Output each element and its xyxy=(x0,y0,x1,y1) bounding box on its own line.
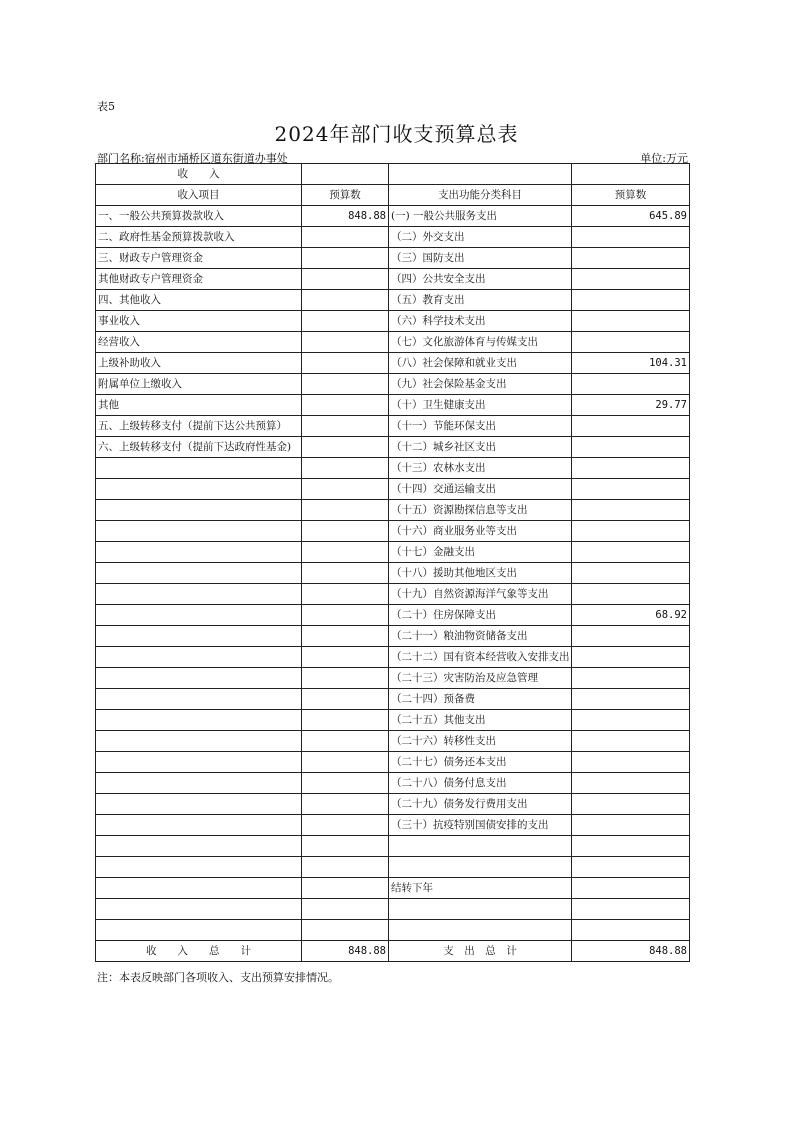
expense-item-cell: （十八）援助其他地区支出 xyxy=(389,563,572,584)
income-amount-cell xyxy=(302,836,389,857)
group-header-row xyxy=(96,164,690,185)
table-row xyxy=(96,227,690,248)
expense-amount-cell xyxy=(572,815,690,836)
expense-amount-cell xyxy=(572,500,690,521)
expense-amount-cell xyxy=(572,668,690,689)
expense-item-cell: (一) 一般公共服务支出 xyxy=(389,206,572,227)
expense-amount-cell xyxy=(572,773,690,794)
table-row xyxy=(96,731,690,752)
income-amount-cell xyxy=(302,500,389,521)
expense-item-cell: （二）外交支出 xyxy=(389,227,572,248)
expense-item-cell: （二十四）预备费 xyxy=(389,689,572,710)
income-total-value: 848.88 xyxy=(302,941,389,962)
expense-item-cell xyxy=(389,857,572,878)
expense-item-cell: （十一）节能环保支出 xyxy=(389,416,572,437)
income-item-cell xyxy=(96,605,302,626)
table-row xyxy=(96,374,690,395)
table-row xyxy=(96,584,690,605)
income-item-cell xyxy=(96,479,302,500)
expense-amount-cell xyxy=(572,626,690,647)
table-row xyxy=(96,563,690,584)
table-row xyxy=(96,416,690,437)
table-row xyxy=(96,626,690,647)
income-amount-cell xyxy=(302,437,389,458)
income-amount-cell xyxy=(302,920,389,941)
table-row xyxy=(96,500,690,521)
expense-amount-cell xyxy=(572,479,690,500)
income-item-cell xyxy=(96,668,302,689)
expense-amount-cell xyxy=(572,290,690,311)
table-row xyxy=(96,395,690,416)
expense-amount-cell xyxy=(572,269,690,290)
income-item-cell xyxy=(96,794,302,815)
table-row xyxy=(96,752,690,773)
income-item-cell: 三、财政专户管理资金 xyxy=(96,248,302,269)
income-amount-cell xyxy=(302,752,389,773)
income-item-cell xyxy=(96,458,302,479)
expense-item-cell: （九）社会保险基金支出 xyxy=(389,374,572,395)
expense-item-cell: （八）社会保障和就业支出 xyxy=(389,353,572,374)
expense-item-cell: （二十六）转移性支出 xyxy=(389,731,572,752)
expense-amount-cell: 29.77 xyxy=(572,395,690,416)
income-item-cell xyxy=(96,689,302,710)
table-row xyxy=(96,689,690,710)
expense-item-cell: （二十二）国有资本经营收入安排支出 xyxy=(389,647,572,668)
income-amount-cell xyxy=(302,668,389,689)
table-row xyxy=(96,647,690,668)
expense-total-label: 支 出 总 计 xyxy=(389,941,572,962)
income-amount-cell xyxy=(302,731,389,752)
expense-amount-cell xyxy=(572,899,690,920)
income-item-cell: 五、上级转移支付（提前下达公共预算） xyxy=(96,416,302,437)
income-item-cell xyxy=(96,920,302,941)
expense-item-cell: （二十）住房保障支出 xyxy=(389,605,572,626)
income-item-cell xyxy=(96,773,302,794)
totals-row xyxy=(96,941,690,962)
table-row xyxy=(96,437,690,458)
table-row xyxy=(96,521,690,542)
expense-amount-cell xyxy=(572,584,690,605)
income-item-cell xyxy=(96,521,302,542)
income-item-cell: 事业收入 xyxy=(96,311,302,332)
expense-item-cell: （十）卫生健康支出 xyxy=(389,395,572,416)
income-amount-cell xyxy=(302,899,389,920)
table-row xyxy=(96,269,690,290)
table-row xyxy=(96,290,690,311)
income-item-cell xyxy=(96,815,302,836)
income-amount-cell xyxy=(302,269,389,290)
income-amount-header: 预算数 xyxy=(302,185,389,206)
income-amount-cell xyxy=(302,479,389,500)
income-group-header: 收 入 xyxy=(96,164,302,185)
income-amount-cell xyxy=(302,374,389,395)
expense-item-cell xyxy=(389,920,572,941)
income-item-cell xyxy=(96,710,302,731)
income-item-cell: 附属单位上缴收入 xyxy=(96,374,302,395)
expense-amount-cell xyxy=(572,794,690,815)
table-row xyxy=(96,605,690,626)
expense-amount-cell xyxy=(572,374,690,395)
expense-amount-cell xyxy=(572,332,690,353)
income-item-cell xyxy=(96,542,302,563)
expense-amount-cell xyxy=(572,752,690,773)
income-item-cell xyxy=(96,836,302,857)
expense-amount-cell xyxy=(572,710,690,731)
income-amount-cell xyxy=(302,878,389,899)
expense-item-cell: （十七）金融支出 xyxy=(389,542,572,563)
group-header-blank xyxy=(572,164,690,185)
income-amount-cell xyxy=(302,647,389,668)
budget-table xyxy=(95,163,690,962)
expense-amount-cell xyxy=(572,416,690,437)
expense-amount-cell xyxy=(572,248,690,269)
income-amount-cell xyxy=(302,584,389,605)
expense-item-cell: （三）国防支出 xyxy=(389,248,572,269)
group-header-blank xyxy=(302,164,389,185)
expense-amount-header: 预算数 xyxy=(572,185,690,206)
expense-amount-cell xyxy=(572,521,690,542)
expense-item-cell: （十六）商业服务业等支出 xyxy=(389,521,572,542)
income-amount-cell xyxy=(302,353,389,374)
income-amount-cell xyxy=(302,563,389,584)
table-row xyxy=(96,668,690,689)
income-item-cell: 二、政府性基金预算拨款收入 xyxy=(96,227,302,248)
expense-amount-cell xyxy=(572,458,690,479)
income-item-cell: 四、其他收入 xyxy=(96,290,302,311)
expense-amount-cell: 68.92 xyxy=(572,605,690,626)
income-amount-cell xyxy=(302,794,389,815)
expense-amount-cell: 104.31 xyxy=(572,353,690,374)
income-item-cell xyxy=(96,647,302,668)
table-row xyxy=(96,332,690,353)
table-row xyxy=(96,899,690,920)
income-item-header: 收入项目 xyxy=(96,185,302,206)
income-item-cell: 其他 xyxy=(96,395,302,416)
expense-amount-cell xyxy=(572,311,690,332)
expense-amount-cell xyxy=(572,731,690,752)
column-header-row xyxy=(96,185,690,206)
income-amount-cell xyxy=(302,458,389,479)
expense-item-cell: （十九）自然资源海洋气象等支出 xyxy=(389,584,572,605)
income-item-cell xyxy=(96,878,302,899)
income-item-cell xyxy=(96,626,302,647)
income-item-cell xyxy=(96,563,302,584)
table-row xyxy=(96,773,690,794)
income-amount-cell xyxy=(302,542,389,563)
income-item-cell: 一、一般公共预算拨款收入 xyxy=(96,206,302,227)
table-row xyxy=(96,458,690,479)
expense-item-cell xyxy=(389,899,572,920)
expense-amount-cell xyxy=(572,542,690,563)
expense-item-cell: （二十五）其他支出 xyxy=(389,710,572,731)
expense-amount-cell xyxy=(572,920,690,941)
income-amount-cell xyxy=(302,311,389,332)
group-header-blank xyxy=(389,164,572,185)
income-amount-cell: 848.88 xyxy=(302,206,389,227)
table-row xyxy=(96,857,690,878)
table-row xyxy=(96,710,690,731)
income-amount-cell xyxy=(302,395,389,416)
income-item-cell xyxy=(96,752,302,773)
table-row xyxy=(96,248,690,269)
expense-amount-cell xyxy=(572,563,690,584)
income-amount-cell xyxy=(302,857,389,878)
income-amount-cell xyxy=(302,626,389,647)
income-item-cell xyxy=(96,500,302,521)
expense-item-cell: （六）科学技术支出 xyxy=(389,311,572,332)
income-item-cell: 其他财政专户管理资金 xyxy=(96,269,302,290)
expense-amount-cell xyxy=(572,437,690,458)
table-row xyxy=(96,542,690,563)
table-row xyxy=(96,836,690,857)
income-item-cell: 六、上级转移支付（提前下达政府性基金) xyxy=(96,437,302,458)
income-item-cell xyxy=(96,584,302,605)
expense-item-cell: （二十一）粮油物资储备支出 xyxy=(389,626,572,647)
table-row xyxy=(96,815,690,836)
income-amount-cell xyxy=(302,815,389,836)
expense-item-cell: （二十七）债务还本支出 xyxy=(389,752,572,773)
expense-item-cell: （十三）农林水支出 xyxy=(389,458,572,479)
expense-item-cell: （二十八）债务付息支出 xyxy=(389,773,572,794)
expense-item-cell: （十二）城乡社区支出 xyxy=(389,437,572,458)
income-amount-cell xyxy=(302,416,389,437)
expense-amount-cell xyxy=(572,836,690,857)
page-title: 2024年部门收支预算总表 xyxy=(274,122,519,146)
expense-item-cell: （二十九）债务发行费用支出 xyxy=(389,794,572,815)
income-amount-cell xyxy=(302,773,389,794)
income-amount-cell xyxy=(302,689,389,710)
income-item-cell xyxy=(96,731,302,752)
expense-amount-cell xyxy=(572,647,690,668)
footnote: 注：本表反映部门各项收入、支出预算安排情况。 xyxy=(97,971,339,984)
income-amount-cell xyxy=(302,290,389,311)
table-row xyxy=(96,311,690,332)
income-amount-cell xyxy=(302,605,389,626)
table-row xyxy=(96,920,690,941)
table-row xyxy=(96,479,690,500)
expense-amount-cell xyxy=(572,878,690,899)
expense-amount-cell: 645.89 xyxy=(572,206,690,227)
expense-amount-cell xyxy=(572,689,690,710)
expense-item-cell: （五）教育支出 xyxy=(389,290,572,311)
income-item-cell xyxy=(96,857,302,878)
expense-amount-cell xyxy=(572,857,690,878)
income-item-cell: 上级补助收入 xyxy=(96,353,302,374)
income-amount-cell xyxy=(302,227,389,248)
table-row xyxy=(96,878,690,899)
income-amount-cell xyxy=(302,248,389,269)
income-amount-cell xyxy=(302,521,389,542)
table-row xyxy=(96,206,690,227)
expense-item-cell: （四）公共安全支出 xyxy=(389,269,572,290)
expense-item-cell: （十五）资源勘探信息等支出 xyxy=(389,500,572,521)
table-number: 表5 xyxy=(97,100,115,113)
income-item-cell xyxy=(96,899,302,920)
expense-amount-cell xyxy=(572,227,690,248)
unit-label: 单位:万元 xyxy=(640,152,688,165)
income-item-cell: 经营收入 xyxy=(96,332,302,353)
expense-item-cell: （七）文化旅游体育与传媒支出 xyxy=(389,332,572,353)
expense-item-cell: （十四）交通运输支出 xyxy=(389,479,572,500)
expense-item-cell: 结转下年 xyxy=(389,878,572,899)
expense-item-cell: （三十）抗疫特别国债安排的支出 xyxy=(389,815,572,836)
income-amount-cell xyxy=(302,710,389,731)
income-amount-cell xyxy=(302,332,389,353)
expense-total-value: 848.88 xyxy=(572,941,690,962)
expense-item-cell: （二十三）灾害防治及应急管理 xyxy=(389,668,572,689)
expense-item-header: 支出功能分类科目 xyxy=(389,185,572,206)
expense-item-cell xyxy=(389,836,572,857)
table-row xyxy=(96,794,690,815)
department-name: 部门名称:宿州市埇桥区道东街道办事处 xyxy=(97,152,288,165)
income-total-label: 收 入 总 计 xyxy=(96,941,302,962)
table-row xyxy=(96,353,690,374)
